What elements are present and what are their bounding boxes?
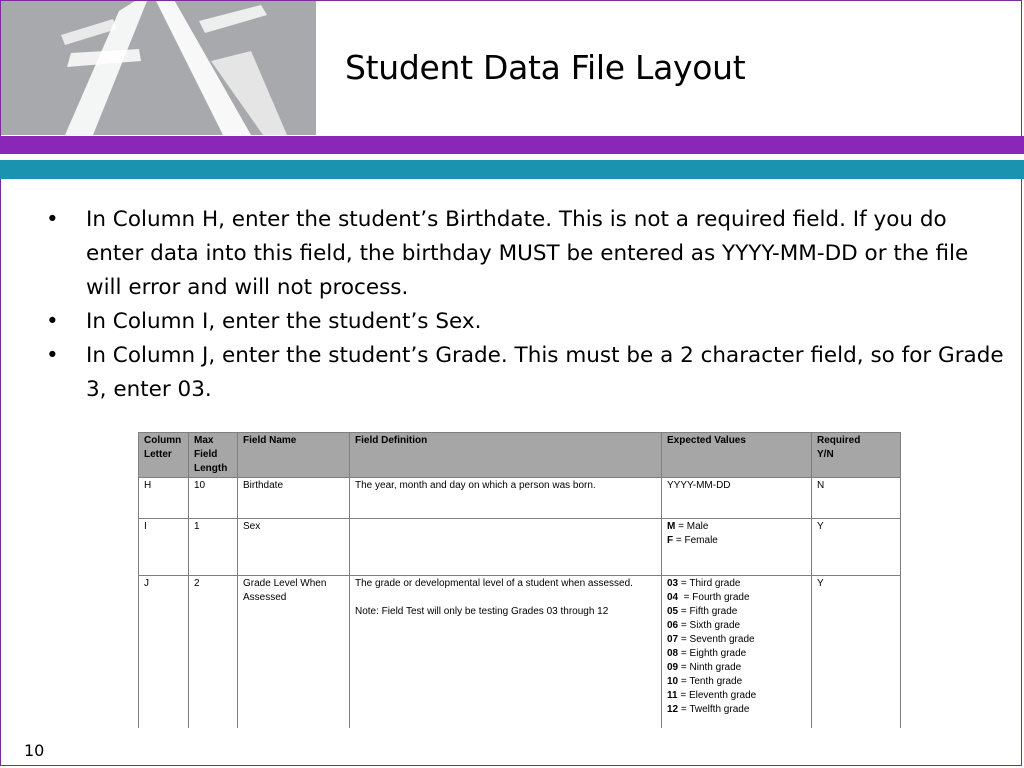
expected-value-item: 11 = Eleventh grade bbox=[667, 690, 757, 701]
bullet-dot-icon: • bbox=[46, 207, 59, 232]
expected-value-item: 12 = Twelfth grade bbox=[667, 704, 750, 715]
expected-value-item: 10 = Tenth grade bbox=[667, 676, 743, 687]
bullet-item: • In Column J, enter the student’s Grade. This must be a 2 character field, so for Grade 3, enter 03. bbox=[46, 339, 1006, 407]
expected-value-item: M = Male bbox=[667, 521, 709, 532]
bullet-item: • In Column I, enter the student’s Sex. bbox=[46, 305, 1006, 339]
cell-column-letter: I bbox=[139, 519, 189, 576]
table-row bbox=[139, 576, 901, 729]
cell-required: Y bbox=[812, 576, 901, 729]
expected-value-item: 05 = Fifth grade bbox=[667, 606, 738, 617]
header-expected-values: Expected Values bbox=[662, 433, 812, 478]
cell-expected-values bbox=[662, 576, 812, 729]
expected-value-item: 07 = Seventh grade bbox=[667, 634, 755, 645]
cell-field-name: Birthdate bbox=[238, 478, 350, 519]
teal-band bbox=[0, 160, 1024, 179]
definition-note: Note: Field Test will only be testing Grades 03 through 12 bbox=[355, 606, 609, 617]
cell-required: Y bbox=[812, 519, 901, 576]
cell-definition: The year, month and day on which a person was born. bbox=[350, 478, 662, 519]
bullet-list bbox=[46, 203, 1006, 407]
bullet-dot-icon: • bbox=[46, 309, 59, 334]
header-max-field-length: Max Field Length bbox=[189, 433, 238, 478]
header-required: Required Y/N bbox=[812, 433, 901, 478]
cell-expected-values bbox=[662, 519, 812, 576]
expected-value-item: 06 = Sixth grade bbox=[667, 620, 741, 631]
expected-value-item: 03 = Third grade bbox=[667, 578, 741, 589]
slide-title: Student Data File Layout bbox=[345, 48, 746, 87]
field-layout-table bbox=[138, 432, 901, 728]
header-column-letter: Column Letter bbox=[139, 433, 189, 478]
expected-value-item: 04 = Fourth grade bbox=[667, 592, 750, 603]
cell-max-length: 2 bbox=[189, 576, 238, 729]
table-header-row bbox=[139, 433, 901, 478]
purple-band bbox=[0, 136, 1024, 154]
table-row bbox=[139, 478, 901, 519]
page-number: 10 bbox=[24, 741, 45, 760]
cell-field-name: Grade Level When Assessed bbox=[238, 576, 350, 729]
cell-definition bbox=[350, 519, 662, 576]
cell-required: N bbox=[812, 478, 901, 519]
cell-expected-values: YYYY-MM-DD bbox=[662, 478, 812, 519]
expected-value-item: 09 = Ninth grade bbox=[667, 662, 742, 673]
header-field-name: Field Name bbox=[238, 433, 350, 478]
cell-field-name: Sex bbox=[238, 519, 350, 576]
expected-value-item: F = Female bbox=[667, 535, 718, 546]
letter-a-logo-icon bbox=[1, 1, 316, 135]
cell-column-letter: J bbox=[139, 576, 189, 729]
cell-max-length: 10 bbox=[189, 478, 238, 519]
cell-column-letter: H bbox=[139, 478, 189, 519]
bullet-item: • In Column H, enter the student’s Birthdate. This is not a required field. If you do enter data into this field, the birthday MUST be entered as YYYY-MM-DD or the file will error and will not process. bbox=[46, 203, 1006, 305]
expected-value-item: 08 = Eighth grade bbox=[667, 648, 747, 659]
bullet-dot-icon: • bbox=[46, 343, 59, 368]
logo-panel bbox=[1, 1, 316, 135]
definition-text: The grade or developmental level of a student when assessed. bbox=[355, 578, 633, 589]
header-field-definition: Field Definition bbox=[350, 433, 662, 478]
cell-definition bbox=[350, 576, 662, 729]
cell-max-length: 1 bbox=[189, 519, 238, 576]
table-row bbox=[139, 519, 901, 576]
